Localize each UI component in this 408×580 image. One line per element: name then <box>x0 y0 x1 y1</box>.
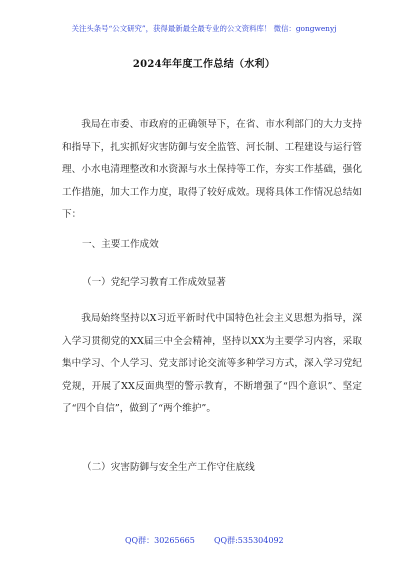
intro-paragraph: 我局在市委、市政府的正确领导下，在省、市水利部门的大力支持和指导下，扎实抓好灾害防御与安全监管、河长制、工程建设与运行管理、小水电清理整改和水资源与水土保持等工作，夯实工作基础，强化工作措施，加大工作力度，取得了较好成效。现将具体工作情况总结如下： <box>62 119 362 220</box>
party-discipline-paragraph: 我局始终坚持以X习近平新时代中国特色社会主义思想为指导，深入学习贯彻党的XX届三中全会精神，坚持以XX为主要学习内容，采取集中学习、个人学习、党支部讨论交流等多种学习方式，深入学习党纪党规，开展了XX反面典型的警示教育，不断增强了“四个意识”、坚定了“四个自信”，做到了“两个维护”。 <box>62 313 362 414</box>
footer-qq-group-left: QQ群：30265665 <box>125 536 195 545</box>
header-banner: 关注头条号“公文研究”，获得最新最全最专业的公文资料库！ 微信：gongwenyj <box>71 24 337 33</box>
footer-qq-group-right: QQ群:535304092 <box>214 536 284 545</box>
footer <box>0 535 408 549</box>
subsection-heading-party-discipline: （一）党纪学习教育工作成效显著 <box>82 277 226 288</box>
subsection-heading-disaster-prevention: （二）灾害防御与安全生产工作守住底线 <box>82 462 255 473</box>
section-heading-main-results: 一、主要工作成效 <box>82 239 159 250</box>
document-title: 2024年年度工作总结（水利） <box>132 59 276 70</box>
